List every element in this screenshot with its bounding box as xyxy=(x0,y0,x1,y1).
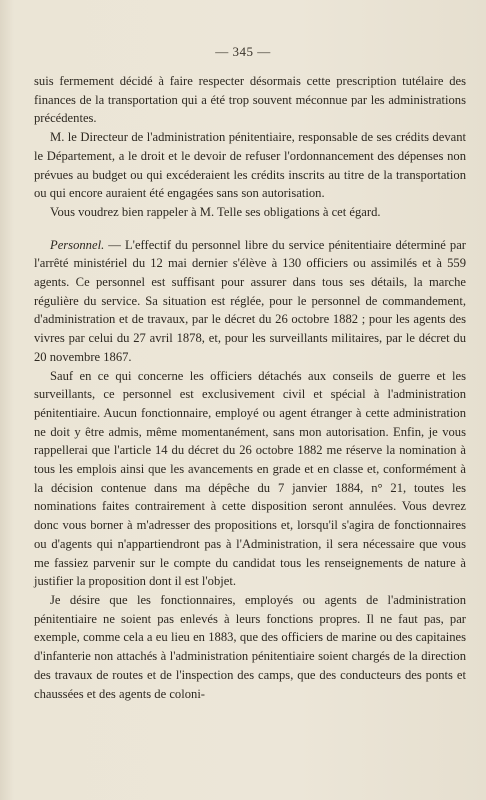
paragraph-personnel xyxy=(34,236,466,367)
paragraph-fonctionnaires: Je désire que les fonctionnaires, employés ou agents de l'administration pénitentiaire ne soient pas enlevés à leurs fonctions propres. Il ne faut pas, par exemple, comme cela a eu lieu en 1883, que des officiers de marine ou des capitaines d'infanterie non attachés à l'administration pénitentiaire soient chargés de la direction des travaux de routes et de l'inspection des camps, que des conducteurs des ponts et chaussées et des agents de coloni- xyxy=(34,592,466,701)
section-heading-personnel: Personnel. xyxy=(50,237,105,252)
paragraph-continuation: suis fermement décidé à faire respecter désormais cette prescription tutélaire des finances de la transportation qui a été trop souvent méconnue par les administrations précédentes. xyxy=(34,74,466,126)
page-number: — 345 — xyxy=(215,44,271,59)
body-text xyxy=(34,72,466,703)
paragraph-personnel-text: — L'effectif du personnel libre du service pénitentiaire déterminé par l'arrêté ministériel du 12 mai dernier s'élève à 130 officiers ou assimilés et à 559 agents. Ce personnel est suffisant pour assurer dans tous ses détails, la marche régulière du service. Sa situation est réglée, pour le personnel de commandement, d'administration et de travaux, par le décret du 26 octobre 1882 ; pour les agents des vivres par celui du 27 avril 1878, et, pour les surveillants militaires, par le décret du 20 novembre 1867. xyxy=(34,237,466,364)
paragraph-officiers: Sauf en ce qui concerne les officiers détachés aux conseils de guerre et les surveillants, ce personnel est exclusivement civil et spécial à l'administration pénitentiaire. Aucun fonctionnaire, employé ou agent étranger à cette administration ne doit y être admis, même momentanément, sans mon autorisation. Enfin, je vous rappellerai que l'article 14 du décret du 26 octobre 1882 me réserve la nomination à tous les emplois ainsi que les avancements en grade et en classe et, conformément à la décision contenue dans ma dépêche du 7 janvier 1884, n° 21, toutes les nominations faites contrairement à cette disposition seront annulées. Vous devrez donc vous borner à m'adresser des propositions et, lorsqu'il s'agira de fonctionnaires ou d'agents qui n'appartiendront pas à l'Administration, il sera nécessaire que vous me fassiez parvenir sur le compte du candidat tous les renseignements de nature à justifier la proposition dont il est l'objet. xyxy=(34,368,466,589)
paragraph-directeur: M. le Directeur de l'administration pénitentiaire, responsable de ses crédits devant le Département, a le droit et le devoir de refuser l'ordonnancement des dépenses non prévues au budget ou qui excéderaient les crédits inscrits au titre de la transportation ou qui encore auraient été engagées sans son autorisation. xyxy=(34,130,466,201)
paragraph-rappel: Vous voudrez bien rappeler à M. Telle ses obligations à cet égard. xyxy=(50,204,381,219)
